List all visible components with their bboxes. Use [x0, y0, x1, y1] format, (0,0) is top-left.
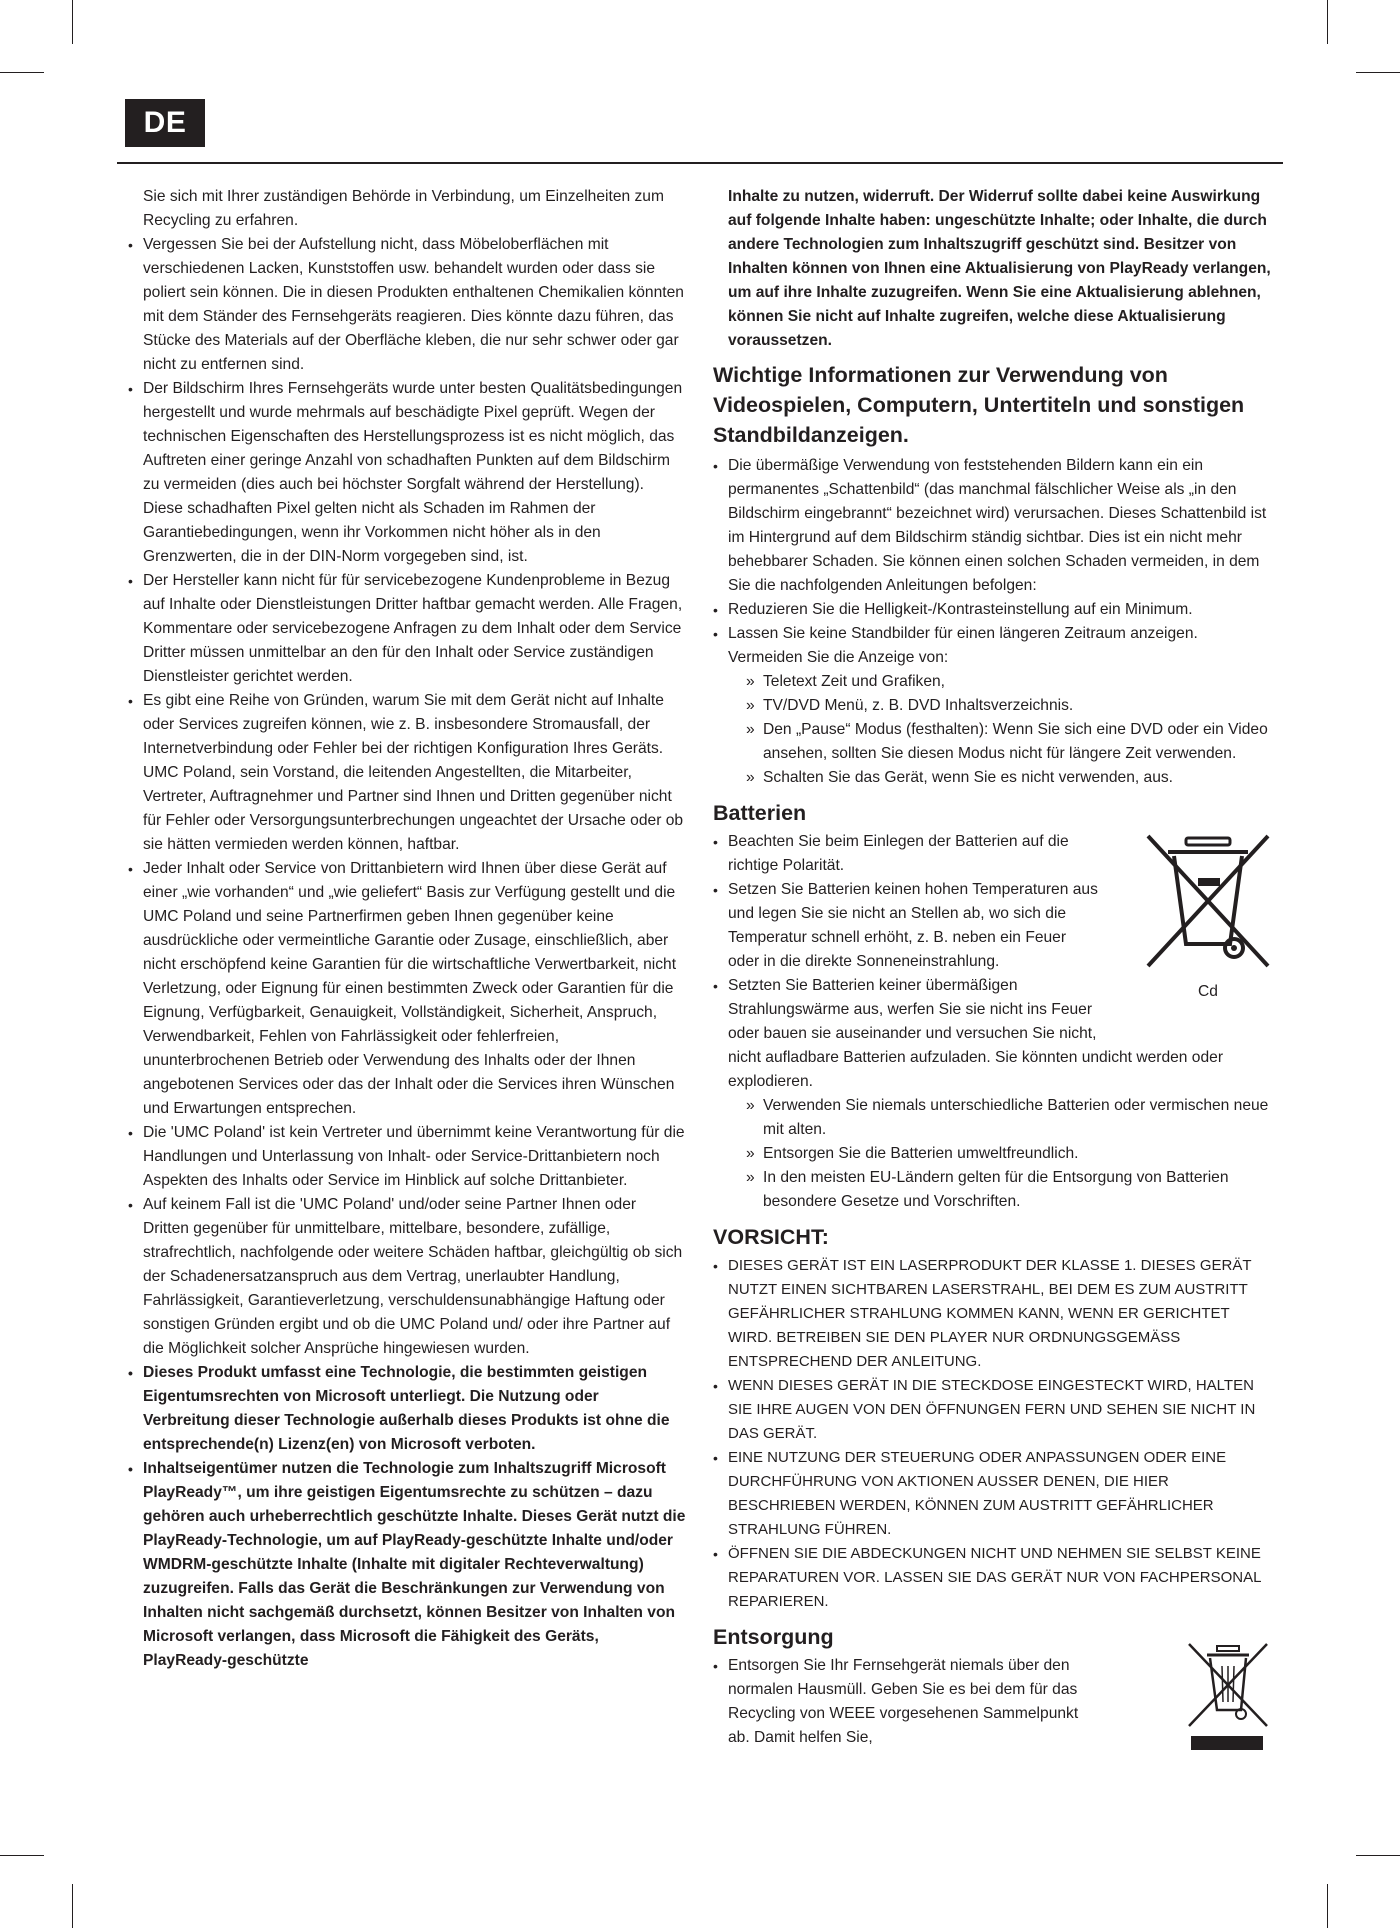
- disposal-block: [713, 1654, 1275, 1750]
- list-item: • Entsorgen Sie Ihr Fernsehgerät niemals über den normalen Hausmüll. Geben Sie es bei dem für das Recycling von WEEE vorgesehenen Sammelpunkt ab. Damit helfen Sie,: [713, 1654, 1098, 1750]
- sub-list-item: » Den „Pause“ Modus (festhalten): Wenn Sie sich eine DVD oder ein Video ansehen, sollten Sie diesen Modus nicht für längere Zeit verwenden.: [713, 718, 1275, 766]
- playready-continuation: Inhalte zu nutzen, widerruft. Der Widerruf sollte dabei keine Auswirkung auf folgende Inhalte haben: ungeschützte Inhalte; oder Inhalte, die durch andere Technologien zum Inhaltszugriff geschützt sind. Besitzer von Inhalten können von Ihnen eine Aktualisierung von PlayReady verlangen, um auf ihre Inhalte zuzugreifen. Wenn Sie eine Aktualisierung ablehnen, können Sie nicht auf Inhalte zugreifen, welche diese Aktualisierung voraussetzen.: [728, 188, 1271, 349]
- weee-bin-icon: [1185, 1640, 1271, 1752]
- list-item: • Setzten Sie Batterien keiner übermäßigen Strahlungswärme aus, werfen Sie sie nicht ins Feuer oder bauen sie auseinander und versuchen Sie nicht,: [713, 974, 1098, 1046]
- crop-mark: [72, 1884, 73, 1928]
- crop-mark: [1327, 1884, 1328, 1928]
- videogames-sublist: [713, 670, 1275, 790]
- crossed-bin-icon: [1138, 830, 1278, 972]
- list-item-bold: • Inhaltseigentümer nutzen die Technologie zum Inhaltszugriff Microsoft PlayReady™, um ihre geistigen Eigentumsrechte zu schützen – dazu gehören auch urheberrechtlich geschützte Inhalte. Dieses Gerät nutzt die PlayReady-Technologie, um auf PlayReady-geschützte Inhalte und/oder WMDRM-geschützte Inhalte (Inhalte mit digitaler Rechteverwaltung) zuzugreifen. Falls das Gerät die Beschränkungen zur Verwendung von Inhalten nicht sachgemäß durchsetzt, können Besitzer von Inhalten von Microsoft verlangen, dass Microsoft die Fähigkeit des Geräts, PlayReady-geschützte: [128, 1457, 686, 1673]
- sub-list-item: » Entsorgen Sie die Batterien umweltfreundlich.: [713, 1142, 1275, 1166]
- header-divider: [117, 162, 1283, 164]
- battery-bin-icon: [1138, 830, 1278, 1002]
- list-item: • Lassen Sie keine Standbilder für einen längeren Zeitraum anzeigen. Vermeiden Sie die Anzeige von:: [713, 622, 1275, 670]
- disposal-list: [713, 1654, 1098, 1750]
- cd-label: Cd: [1198, 983, 1218, 1000]
- sub-list-item: » Schalten Sie das Gerät, wenn Sie es nicht verwenden, aus.: [713, 766, 1275, 790]
- sub-list-item: » TV/DVD Menü, z. B. DVD Inhaltsverzeichnis.: [713, 694, 1275, 718]
- list-item: • Jeder Inhalt oder Service von Drittanbietern wird Ihnen über diese Gerät auf einer „wie vorhanden“ und „wie geliefert“ Basis zur Verfügung gestellt und die UMC Poland und seine Partnerfirmen geben Ihnen gegenüber keine ausdrückliche oder vermeintliche Garantie oder Zusage, einschließlich, aber nicht erschöpfend keine Garantien für die wirtschaftliche Verwertbarkeit, nicht Verletzung, oder Eignung für einen bestimmten Zweck oder Garantien für die Eignung, Verfügbarkeit, Genauigkeit, Vollständigkeit, Sicherheit, Anspruch, Verwendbarkeit, Fehlen von Fahrlässigkeit oder fehlerfreien, ununterbrochenen Betrieb oder Verwendung des Inhalts oder der Ihnen angebotenen Services oder das der Inhalt oder die Services ihren Wünschen und Erwartungen entsprechen.: [128, 857, 686, 1121]
- batteries-sublist: [713, 1094, 1275, 1214]
- list-item: • Es gibt eine Reihe von Gründen, warum Sie mit dem Gerät nicht auf Inhalte oder Services zugreifen können, wie z. B. insbesondere Stromausfall, der Internetverbindung oder Fehler bei der richtigen Konfiguration Ihres Geräts. UMC Poland, sein Vorstand, die leitenden Angestellten, die Mitarbeiter, Vertreter, Auftragnehmer und Partner sind Ihnen und Dritten gegenüber nicht für Fehler oder Versorgungsunterbrechungen ungeachtet der Ursache oder ob sie hätten vermieden werden können, haftbar.: [128, 689, 686, 857]
- crop-mark: [0, 72, 44, 73]
- intro-paragraph: Sie sich mit Ihrer zuständigen Behörde in Verbindung, um Einzelheiten zum Recycling zu erfahren.: [143, 188, 664, 229]
- crop-mark: [1356, 1855, 1400, 1856]
- videogames-list: [713, 454, 1275, 670]
- section-heading-caution: VORSICHT:: [713, 1225, 829, 1249]
- list-item: • ÖFFNEN SIE DIE ABDECKUNGEN NICHT UND NEHMEN SIE SELBST KEINE REPARATUREN VOR. LASSEN SIE DAS GERÄT NUR VON FACHPERSONAL REPARIEREN.: [713, 1542, 1275, 1614]
- list-item: • Der Hersteller kann nicht für für servicebezogene Kundenprobleme in Bezug auf Inhalte oder Dienstleistungen Dritter haftbar gemacht werden. Alle Fragen, Kommentare oder servicebezogene Anfragen zu dem Inhalt oder dem Service Dritter müssen unmittelbar an den für den Inhalt oder Service zuständigen Dienstleister gerichtet werden.: [128, 569, 686, 689]
- crop-mark: [0, 1855, 44, 1856]
- left-column: [128, 185, 686, 1673]
- section-heading-videogames: Wichtige Informationen zur Verwendung von Videospielen, Computern, Untertiteln und sonstigen Standbildanzeigen.: [713, 363, 1245, 447]
- weee-icon: [1185, 1640, 1271, 1760]
- list-item: • WENN DIESES GERÄT IN DIE STECKDOSE EINGESTECKT WIRD, HALTEN SIE IHRE AUGEN VON DEN ÖFFNUNGEN FERN UND SEHEN SIE NICHT IN DAS GERÄT.: [713, 1374, 1275, 1446]
- list-item-bold: • Dieses Produkt umfasst eine Technologie, die bestimmten geistigen Eigentumsrechten von Microsoft unterliegt. Die Nutzung oder Verbreitung dieser Technologie außerhalb dieses Produkts ist ohne die entsprechende(n) Lizenz(en) von Microsoft verboten.: [128, 1361, 686, 1457]
- list-item: • Reduzieren Sie die Helligkeit-/Kontrasteinstellung auf ein Minimum.: [713, 598, 1275, 622]
- list-item: • Setzen Sie Batterien keinen hohen Temperaturen aus und legen Sie sie nicht an Stellen ab, wo sich die Temperatur schnell erhöht, z. B. neben ein Feuer oder in die direkte Sonneneinstrahlung.: [713, 878, 1098, 974]
- section-heading-batteries: Batterien: [713, 801, 807, 825]
- list-item: • Der Bildschirm Ihres Fernsehgeräts wurde unter besten Qualitätsbedingungen hergestellt und wurde mehrmals auf beschädigte Pixel geprüft. Wegen der technischen Eigenschaften des Herstellungsprozess ist es nicht möglich, das Auftreten einer geringe Anzahl von schadhaften Punkten auf dem Bildschirm zu vermeiden (dies auch bei höchster Sorgfalt während der Herstellung). Diese schadhaften Pixel gelten nicht als Schaden im Rahmen der Garantiebedingungen, wenn ihr Vorkommen nicht höher als in den Grenzwerten, die in der DIN-Norm vorgegeben sind, ist.: [128, 377, 686, 569]
- batteries-list: [713, 830, 1098, 1046]
- list-item: • Beachten Sie beim Einlegen der Batterien auf die richtige Polarität.: [713, 830, 1098, 878]
- list-item: • EINE NUTZUNG DER STEUERUNG ODER ANPASSUNGEN ODER EINE DURCHFÜHRUNG VON AKTIONEN AUSSER DENEN, DIE HIER BESCHRIEBEN WERDEN, KÖNNEN ZUM AUSTRITT GEFÄHRLICHER STRAHLUNG FÜHREN.: [713, 1446, 1275, 1542]
- list-item: • Die 'UMC Poland' ist kein Vertreter und übernimmt keine Verantwortung für die Handlungen und Unterlassung von Inhalt- oder Service-Drittanbietern noch Aspekten des Inhalts oder Service im Hinblick auf solche Drittanbieter.: [128, 1121, 686, 1193]
- crop-mark: [72, 0, 73, 44]
- sub-list-item: » Teletext Zeit und Grafiken,: [713, 670, 1275, 694]
- sub-list-item: » In den meisten EU-Ländern gelten für die Entsorgung von Batterien besondere Gesetze und Vorschriften.: [713, 1166, 1275, 1214]
- left-bullet-list: [128, 233, 686, 1673]
- sub-list-item: » Verwenden Sie niemals unterschiedliche Batterien oder vermischen neue mit alten.: [713, 1094, 1275, 1142]
- right-column: [713, 185, 1275, 1750]
- section-heading-disposal: Entsorgung: [713, 1625, 834, 1649]
- language-badge: DE: [125, 99, 205, 147]
- list-item: • Vergessen Sie bei der Aufstellung nicht, dass Möbeloberflächen mit verschiedenen Lacken, Kunststoffen usw. behandelt wurden oder dass sie poliert sein können. Die in diesen Produkten enthaltenen Chemikalien könnten mit dem Ständer des Fernsehgeräts reagieren. Dies könnte dazu führen, das Stücke des Materials auf der Oberfläche kleben, die nur sehr schwer oder gar nicht zu entfernen sind.: [128, 233, 686, 377]
- crop-mark: [1356, 72, 1400, 73]
- crop-mark: [1327, 0, 1328, 44]
- list-item: • Die übermäßige Verwendung von feststehenden Bildern kann ein ein permanentes „Schattenbild“ (das manchmal fälschlicher Weise als „in den Bildschirm eingebrannt“ bezeichnet wird) verursachen. Dieses Schattenbild ist im Hintergrund auf dem Bildschirm ständig sichtbar. Dies ist ein nicht mehr behebbarer Schaden. Sie können einen solchen Schaden vermeiden, in dem Sie die nachfolgenden Anleitungen befolgen:: [713, 454, 1275, 598]
- batteries-continuation: nicht aufladbare Batterien aufzuladen. Sie könnten undicht werden oder explodieren.: [728, 1049, 1224, 1090]
- caution-list: [713, 1254, 1275, 1614]
- list-item: • Auf keinem Fall ist die 'UMC Poland' und/oder seine Partner Ihnen oder Dritten gegenüber für unmittelbare, mittelbare, besondere, zufällige, strafrechtlich, nachfolgende oder weitere Schäden haftbar, gleichgültig ob sich der Schadenersatzanspruch aus dem Vertrag, unerlaubter Handlung, Fahrlässigkeit, Garantieverletzung, verschuldensunabhängige Haftung oder sonstigen Gründen ergibt und ob die UMC Poland und/ oder ihre Partner auf die Möglichkeit solcher Ansprüche hingewiesen wurden.: [128, 1193, 686, 1361]
- batteries-block: [713, 830, 1275, 1046]
- list-item: • DIESES GERÄT IST EIN LASERPRODUKT DER KLASSE 1. DIESES GERÄT NUTZT EINEN SICHTBAREN LASERSTRAHL, BEI DEM ES ZUM AUSTRITT GEFÄHRLICHER STRAHLUNG KOMMEN KANN, WENN ER GERICHTET WIRD. BETREIBEN SIE DEN PLAYER NUR ORDNUNGSGEMÄSS ENTSPRECHEND DER ANLEITUNG.: [713, 1254, 1275, 1374]
